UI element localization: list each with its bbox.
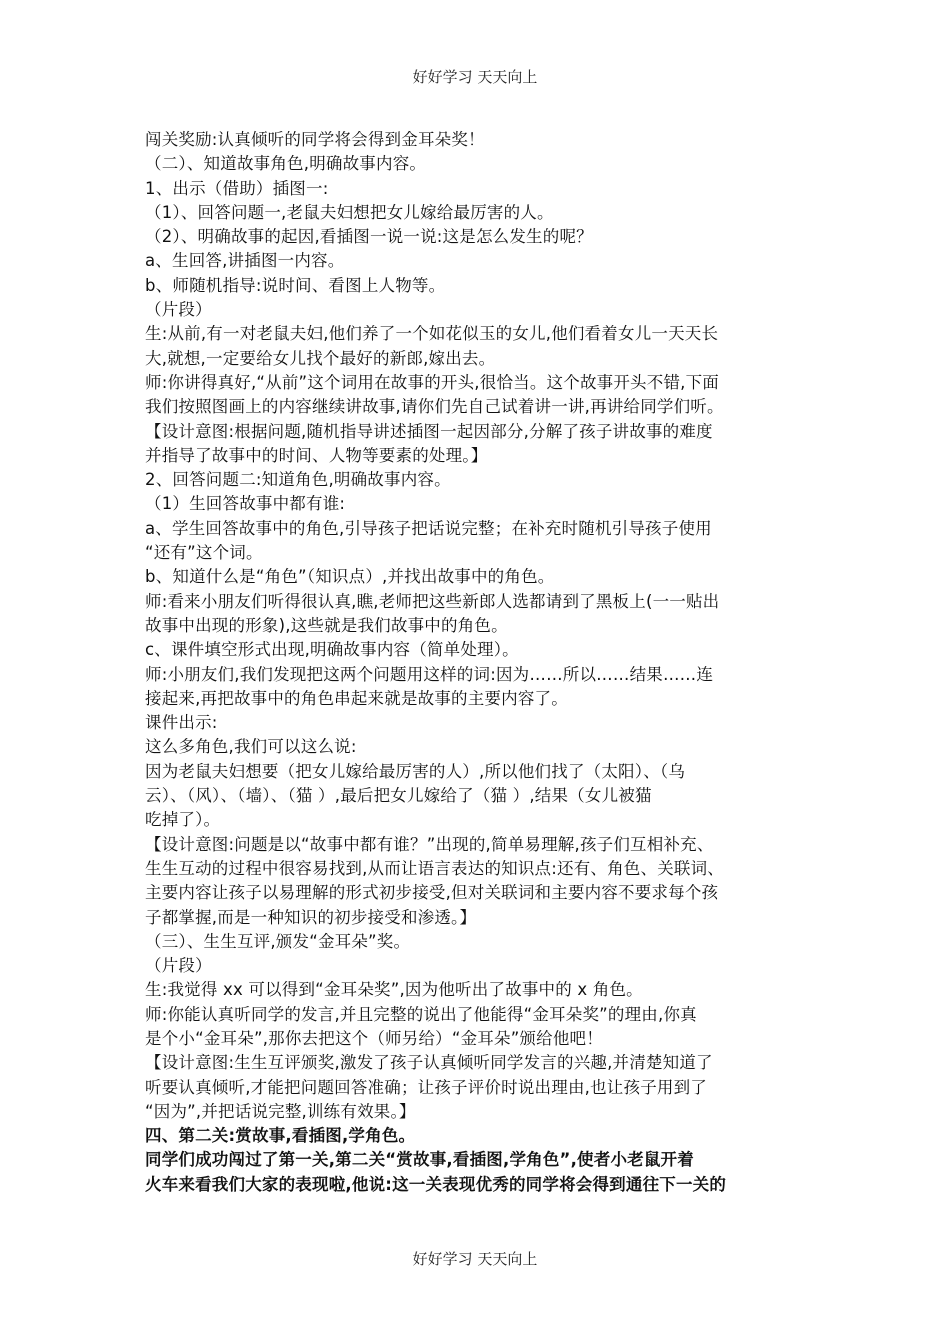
text-line: b、师随机指导:说时间、看图上人物等。 xyxy=(145,275,446,295)
text-line: “还有”这个词。 xyxy=(145,543,263,563)
text-line: a、学生回答故事中的角色,引导孩子把话说完整；在补充时随机引导孩子使用 xyxy=(145,518,712,538)
document-body xyxy=(145,128,810,1197)
bold-text-line: 同学们成功闯过了第一关,第二关“赏故事,看插图,学角色”,使者小老鼠开着 xyxy=(145,1150,694,1170)
text-line: 接起来,再把故事中的角色串起来就是故事的主要内容了。 xyxy=(145,688,568,708)
text-line: （片段） xyxy=(145,300,212,320)
text-line: 师:你能认真听同学的发言,并且完整的说出了他能得“金耳朵奖”的理由,你真 xyxy=(145,1004,697,1024)
text-line: （片段） xyxy=(145,956,212,976)
text-line: （1）生回答故事中都有谁: xyxy=(145,494,346,514)
text-line: 我们按照图画上的内容继续讲故事,请你们先自己试着讲一讲,再讲给同学们听。 xyxy=(145,397,724,417)
design-note: 听要认真倾听,才能把问题回答准确；让孩子评价时说出理由,也让孩子用到了 xyxy=(145,1077,707,1097)
text-line: b、知道什么是“角色”（知识点）,并找出故事中的角色。 xyxy=(145,567,555,587)
text-line: 生:我觉得 xx 可以得到“金耳朵奖”,因为他听出了故事中的 x 角色。 xyxy=(145,980,643,1000)
design-note: 【设计意图:根据问题,随机指导讲述插图一起因部分,分解了孩子讲故事的难度 xyxy=(145,421,713,441)
text-line: 吃掉了）。 xyxy=(145,810,221,830)
text-line: 生:从前,有一对老鼠夫妇,他们养了一个如花似玉的女儿,他们看着女儿一天天长 xyxy=(145,324,719,344)
text-line: 2、回答问题二:知道角色,明确故事内容。 xyxy=(145,470,451,490)
design-note: 生生互动的过程中很容易找到,从而让语言表达的知识点:还有、角色、关联词、 xyxy=(145,858,725,878)
text-line: 云）、（风）、（墙）、（猫 ）,最后把女儿嫁给了（猫 ）,结果（女儿被猫 xyxy=(145,786,652,806)
section-heading: （二）、知道故事角色,明确故事内容。 xyxy=(145,154,427,174)
text-line: 师:小朋友们,我们发现把这两个问题用这样的词:因为……所以……结果……连 xyxy=(145,664,714,684)
design-note: 主要内容让孩子以易理解的形式初步接受,但对关联词和主要内容不要求每个孩 xyxy=(145,883,719,903)
page-header: 好好学习 天天向上 xyxy=(412,68,538,86)
text-line: （2）、明确故事的起因,看插图一说一说:这是怎么发生的呢？ xyxy=(145,227,593,247)
text-line: 1、出示（借助）插图一: xyxy=(145,178,329,198)
section-heading: （三）、生生互评,颁发“金耳朵”奖。 xyxy=(145,931,411,951)
text-line: 课件出示: xyxy=(145,713,218,733)
design-note: 子都掌握,而是一种知识的初步接受和渗透。】 xyxy=(145,907,477,927)
page-footer: 好好学习 天天向上 xyxy=(412,1250,538,1268)
text-line: 师:你讲得真好,“从前”这个词用在故事的开头,很恰当。这个故事开头不错,下面 xyxy=(145,372,719,392)
text-line: c、课件填空形式出现,明确故事内容（简单处理）。 xyxy=(145,640,519,660)
bold-text-line: 火车来看我们大家的表现啦,他说:这一关表现优秀的同学将会得到通往下一关的 xyxy=(145,1174,727,1194)
text-line: （1）、回答问题一,老鼠夫妇想把女儿嫁给最厉害的人。 xyxy=(145,202,554,222)
text-line: 闯关奖励:认真倾听的同学将会得到金耳朵奖！ xyxy=(145,130,485,149)
text-line: a、生回答,讲插图一内容。 xyxy=(145,251,345,271)
design-note: 并指导了故事中的时间、人物等要素的处理。】 xyxy=(145,445,488,465)
text-line: 这么多角色,我们可以这么说: xyxy=(145,737,357,757)
design-note: 【设计意图:问题是以“故事中都有谁？”出现的,简单易理解,孩子们互相补充、 xyxy=(145,834,714,854)
text-line: 大,就想,一定要给女儿找个最好的新郎,嫁出去。 xyxy=(145,348,496,368)
design-note: “因为”,并把话说完整,训练有效果。】 xyxy=(145,1101,416,1121)
section-heading-bold: 四、第二关:赏故事,看插图,学角色。 xyxy=(145,1126,416,1146)
text-line: 师:看来小朋友们听得很认真,瞧,老师把这些新郎人选都请到了黑板上(一一贴出 xyxy=(145,591,720,611)
text-line: 故事中出现的形象),这些就是我们故事中的角色。 xyxy=(145,615,508,635)
text-line: 是个小“金耳朵”,那你去把这个（师另给）“金耳朵”颁给他吧！ xyxy=(145,1028,603,1048)
text-line: 因为老鼠夫妇想要（把女儿嫁给最厉害的人）,所以他们找了（太阳）、（乌 xyxy=(145,761,686,781)
design-note: 【设计意图:生生互评颁奖,激发了孩子认真倾听同学发言的兴趣,并清楚知道了 xyxy=(145,1053,713,1073)
